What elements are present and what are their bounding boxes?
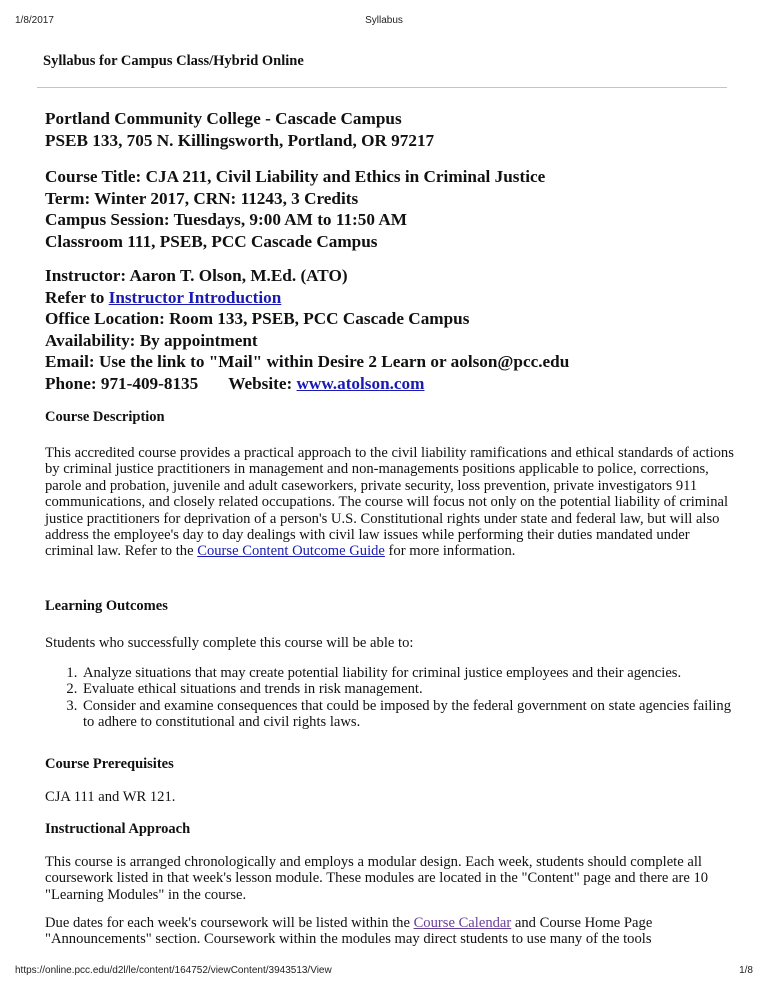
learning-outcomes-intro	[45, 635, 735, 651]
instructional-approach-text-1: This course is arranged chronologically and employs a modular design. Each week, students should complete all coursework listed in that week's lesson module. These modules are located in the "Content" page and there are 10 "Learning Modules" in the course.	[45, 854, 709, 903]
prerequisites-text: CJA 111 and WR 121.	[45, 789, 176, 805]
learning-outcomes-intro-text: Students who successfully complete this course will be able to:	[45, 635, 414, 651]
course-description-text	[45, 445, 735, 560]
page-number: 1/8	[739, 965, 753, 976]
instructional-approach-text-2	[45, 915, 735, 948]
learning-outcomes-heading: Learning Outcomes	[45, 598, 168, 614]
course-term: Term: Winter 2017, CRN: 11243, 3 Credits	[45, 188, 359, 208]
print-url: https://online.pcc.edu/d2l/le/content/164752/viewContent/3943513/View	[15, 965, 332, 976]
refer-prefix: Refer to	[45, 287, 109, 307]
approach-text-part1: Due dates for each week's coursework will be listed within the	[45, 915, 414, 931]
prerequisites-section	[45, 756, 735, 773]
instructor-email: Email: Use the link to "Mail" within Desire 2 Learn or aolson@pcc.edu	[45, 352, 570, 371]
instructional-approach-section	[45, 821, 735, 838]
website-label: Website:	[228, 373, 297, 393]
syllabus-content	[43, 53, 734, 948]
phone-website-line	[45, 373, 569, 395]
course-description-heading: Course Description	[45, 409, 165, 425]
college-name: Portland Community College - Cascade Campus	[45, 109, 402, 128]
college-address: PSEB 133, 705 N. Killingsworth, Portland, OR 97217	[45, 130, 435, 150]
prerequisites-heading: Course Prerequisites	[45, 756, 174, 772]
availability: Availability: By appointment	[45, 330, 258, 350]
course-session: Campus Session: Tuesdays, 9:00 AM to 11:50 AM	[45, 210, 407, 229]
print-date: 1/8/2017	[15, 15, 54, 26]
course-calendar-link[interactable]: Course Calendar	[413, 915, 512, 931]
course-description-body	[45, 445, 735, 560]
approach-text-part2: and Course Home Page "Announcements" section. Coursework within the modules may direct students to use many of the tools	[45, 915, 653, 948]
print-title: Syllabus	[365, 15, 403, 26]
office-location: Office Location: Room 133, PSEB, PCC Cascade Campus	[45, 309, 470, 328]
instructor-refer	[45, 287, 569, 309]
website-link[interactable]: www.atolson.com	[296, 373, 425, 393]
page-title: Syllabus for Campus Class/Hybrid Online	[43, 53, 304, 69]
course-title: Course Title: CJA 211, Civil Liability and Ethics in Criminal Justice	[45, 167, 546, 186]
list-item: 1. Analyze situations that may create potential liability for criminal justice employees and their agencies.	[81, 665, 735, 681]
course-description-section	[45, 409, 735, 426]
title-divider	[37, 87, 727, 88]
learning-outcomes-list	[45, 665, 735, 731]
instructor-name: Instructor: Aaron T. Olson, M.Ed. (ATO)	[45, 266, 348, 285]
instructor-block	[45, 265, 569, 394]
learning-outcomes-list-wrap	[45, 665, 735, 731]
learning-outcomes-section	[45, 598, 735, 615]
list-item: 3. Consider and examine consequences that could be imposed by the federal government on state agencies failing to adhere to constitutional and civil rights laws.	[81, 698, 735, 731]
course-classroom: Classroom 111, PSEB, PCC Cascade Campus	[45, 231, 378, 251]
description-text-part2: for more information.	[384, 543, 516, 560]
course-content-outcome-guide-link[interactable]: Course Content Outcome Guide	[197, 543, 385, 560]
print-header	[15, 15, 753, 29]
instructor-introduction-link[interactable]: Instructor Introduction	[108, 287, 282, 307]
instructional-approach-heading: Instructional Approach	[45, 821, 191, 837]
print-footer	[15, 965, 753, 979]
instructional-approach-para1	[45, 854, 735, 903]
description-text-part1: This accredited course provides a practical approach to the civil liability ramifications and ethical standards of actions by criminal justice practitioners in management and non-managements positions applicable to police, corrections, parole and probation, juvenile and adult caseworkers, private security, loss prevention, private investigators 911 communications, and closely related occupations. The course will focus not only on the potential liability of criminal justice practitioners for deprivation of a person's U.S. Constitutional rights under state and federal law, but will also address the employee's day to day dealings with civil law issues while performing their duties mandated under criminal law. Refer to the	[45, 445, 734, 560]
instructor-phone: Phone: 971-409-8135	[45, 373, 199, 393]
college-block	[45, 108, 434, 151]
list-item: 2. Evaluate ethical situations and trends in risk management.	[81, 681, 735, 697]
instructional-approach-para2	[45, 915, 735, 948]
course-block	[45, 166, 545, 252]
prerequisites-body	[45, 789, 735, 805]
